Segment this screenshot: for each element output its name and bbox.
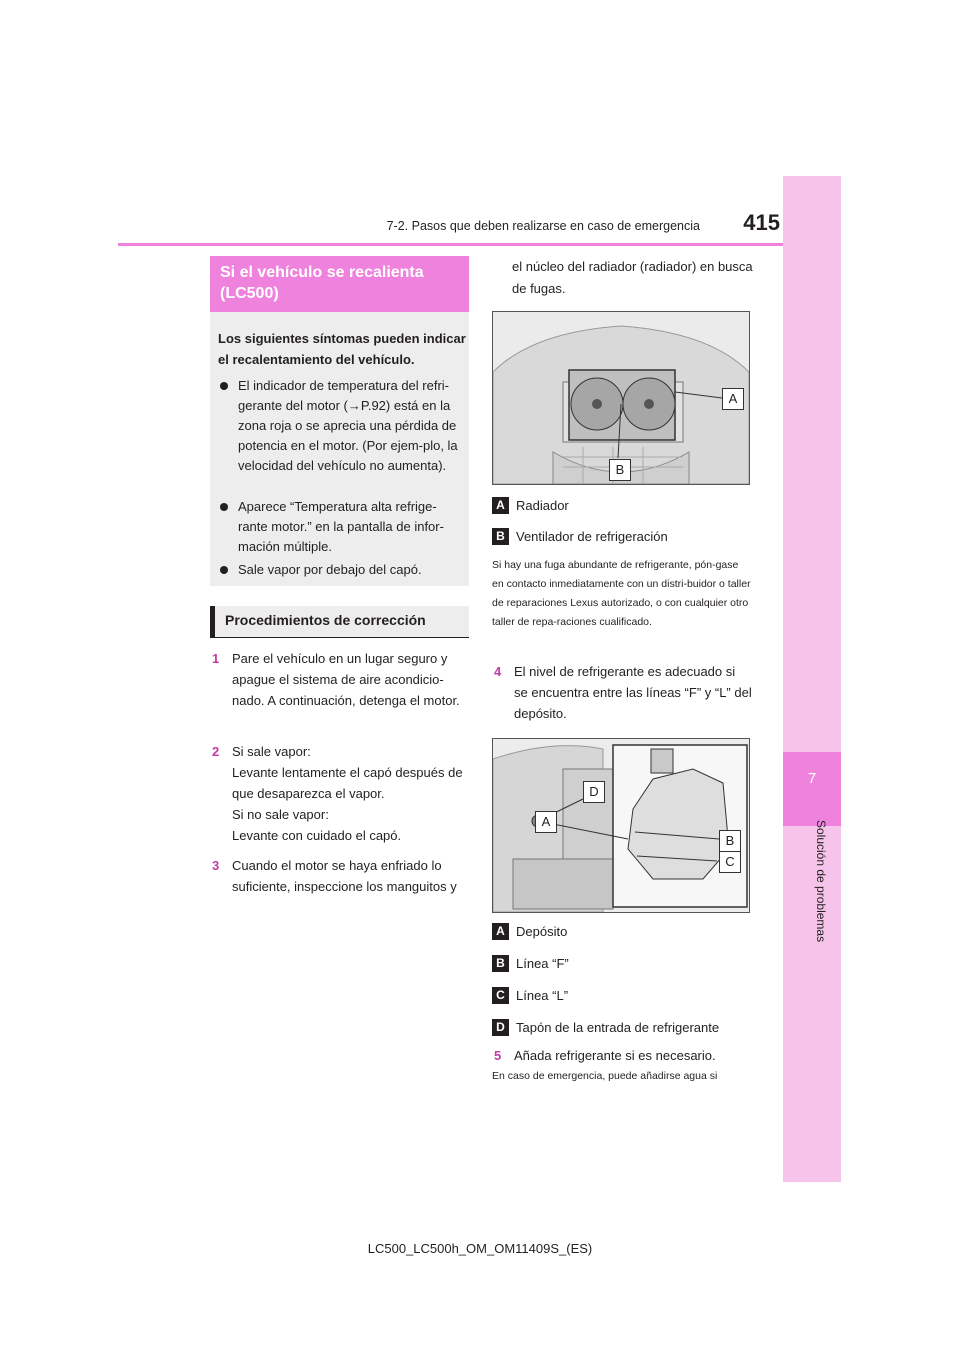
legend-text: Línea “F” (516, 956, 569, 971)
legend-letter: B (492, 528, 509, 545)
symptom-bullet: El indicador de temperatura del refri-gerante del motor (→P.92) está en la zona roja o se aprecia una pérdida de potencia en el motor. (Por ejem-plo, la velocidad del vehículo no aumenta). (218, 376, 466, 476)
callout-b: B (609, 459, 631, 481)
legend-text: Línea “L” (516, 988, 569, 1003)
legend-text: Radiador (516, 498, 569, 513)
side-tab (783, 176, 841, 1182)
side-tab-chapter-block (783, 752, 841, 826)
reservoir-illustration (493, 739, 749, 912)
legend-letter: D (492, 1019, 509, 1036)
legend-text: Ventilador de refrigeración (516, 529, 668, 544)
reservoir-figure (492, 738, 750, 913)
callout-a: A (722, 388, 744, 410)
callout-a: A (535, 811, 557, 833)
legend-letter: C (492, 987, 509, 1004)
legend-letter: A (492, 497, 509, 514)
symptom-bullet: Sale vapor por debajo del capó. (218, 560, 466, 580)
leak-note: Si hay una fuga abundante de refrigerante, pón-gase en contacto inmediatamente con un distri-buidor o taller de reparaciones Lexus autorizado, o con cualquier otro taller de repa-raciones cualificado. (492, 559, 751, 628)
bullet-dot (220, 503, 228, 511)
radiator-figure (492, 311, 750, 485)
step-5 (492, 1045, 752, 1066)
step-number: 3 (212, 858, 220, 873)
procedures-heading: Procedimientos de corrección (210, 606, 469, 638)
callout-b: B (719, 830, 741, 852)
callout-d: D (583, 781, 605, 803)
side-tab-chapter-number: 7 (807, 770, 817, 787)
step-number: 1 (212, 651, 220, 666)
side-tab-label: Solución de problemas (814, 820, 828, 943)
step-3 (210, 855, 472, 897)
footer-document-code: LC500_LC500h_OM_OM11409S_(ES) (367, 1241, 593, 1256)
step-number: 5 (494, 1048, 502, 1063)
step-2 (210, 741, 472, 846)
symptoms-intro: Los siguientes síntomas pueden indicar el recalentamiento del vehículo. (218, 331, 466, 367)
legend-letter: A (492, 923, 509, 940)
bullet-dot (220, 566, 228, 574)
step-number: 2 (212, 744, 220, 759)
step-1 (210, 648, 472, 711)
legend-text: Depósito (516, 924, 568, 939)
step-text: Cuando el motor se haya enfriado lo suficiente, inspeccione los manguitos y (232, 858, 457, 894)
legend-text: Tapón de la entrada de refrigerante (516, 1020, 720, 1035)
page-number: 415 (743, 210, 780, 235)
step-number: 4 (494, 664, 502, 679)
callout-c: C (719, 851, 741, 873)
step-line: Si no sale vapor: (232, 807, 329, 822)
bullet-dot (220, 382, 228, 390)
step-line: Levante con cuidado el capó. (232, 828, 402, 843)
header-rule (118, 243, 783, 246)
symptom-bullet: Aparece “Temperatura alta refrige-rante motor.” en la pantalla de infor-mación múltiple. (218, 497, 466, 557)
step-4 (492, 661, 752, 724)
header-section-title: 7-2. Pasos que deben realizarse en caso de emergencia (386, 219, 700, 233)
overheat-heading: Si el vehículo se recalienta (LC500) (210, 256, 469, 312)
step-line: Levante lentamente el capó después de que desaparezca el vapor. (232, 765, 463, 801)
step-text: El nivel de refrigerante es adecuado si se encuentra entre las líneas “F” y “L” del depósito. (514, 664, 752, 721)
step-3-continued: el núcleo del radiador (radiador) en busca de fugas. (512, 259, 753, 296)
step-text: Pare el vehículo en un lugar seguro y apague el sistema de aire acondicio-nado. A continuación, detenga el motor. (232, 651, 460, 708)
legend-letter: B (492, 955, 509, 972)
step-text: Añada refrigerante si es necesario. (514, 1048, 716, 1063)
emergency-water-note: En caso de emergencia, puede añadirse agua si (492, 1070, 718, 1082)
step-line: Si sale vapor: (232, 744, 311, 759)
